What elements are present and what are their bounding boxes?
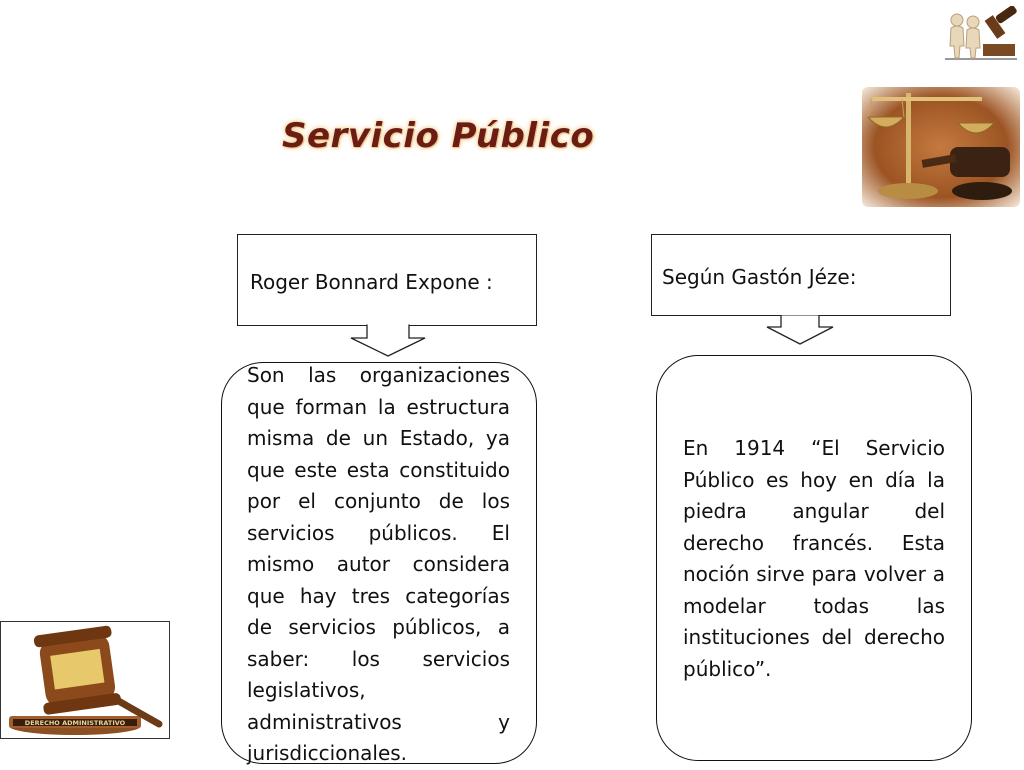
- jeze-heading: Según Gastón Jéze:: [662, 265, 857, 289]
- gavel-plate-text: DERECHO ADMINISTRATIVO: [24, 719, 126, 727]
- bonnard-heading: Roger Bonnard Expone :: [250, 270, 493, 294]
- down-arrow-right-icon: [766, 315, 834, 345]
- gavel-image: [1, 622, 169, 738]
- bonnard-heading-box: [237, 234, 537, 326]
- slide-title: Servicio Público: [282, 116, 595, 156]
- scales-gavel-image: [862, 87, 1020, 207]
- jeze-heading-box: [651, 234, 951, 316]
- down-arrow-left-icon: [350, 324, 426, 358]
- bonnard-definition-text: Son las organizaciones que forman la estructura misma de un Estado, ya que este esta constituido por el conjunto de los servicios públicos. El mismo autor considera que hay tres categorías de servicios públicos, a saber: los servicios legislativos, administrativos y jurisdiccionales.: [247, 363, 510, 765]
- jeze-definition-text: En 1914 “El Servicio Público es hoy en día la piedra angular del derecho francés. Esta noción sirve para volver a modelar todas las instituciones del derecho público”.: [683, 436, 945, 681]
- gavel-image-frame: [0, 621, 170, 739]
- people-gavel-image: [943, 6, 1019, 62]
